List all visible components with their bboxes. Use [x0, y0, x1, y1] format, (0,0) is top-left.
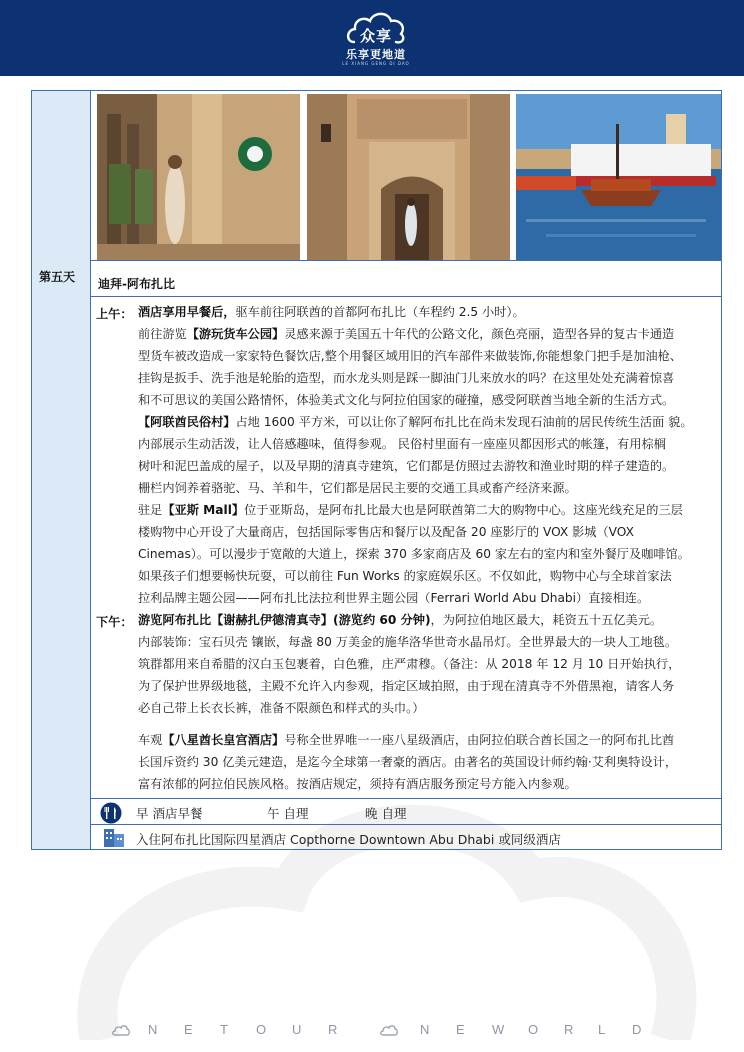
paragraph-line: 型货车被改造成一家家特色餐饮店,整个用餐区域用旧的汽车部件来做装饰,你能想象门把手是加油枪、 — [138, 349, 682, 363]
paragraph-line: 栅栏内饲养着骆驼、马、羊和牛，它们都是居民主要的交通工具或畜产经济来源。 — [138, 481, 577, 495]
meal-dinner: 晚 自理 — [365, 806, 407, 821]
logo-pinyin: LE XIANG GENG DI DAO — [342, 61, 410, 66]
row-divider — [91, 798, 722, 799]
brand-logo — [336, 8, 416, 70]
morning-intro — [138, 301, 525, 323]
paragraph-line: 富有浓郁的阿拉伯民族风格。按酒店规定，须持有酒店服务预定号方能入内参观。 — [138, 777, 577, 791]
day-label: 第五天 — [39, 270, 76, 284]
cutlery-icon — [100, 802, 122, 824]
footer-letter: N — [148, 1022, 158, 1037]
footer-letter: N — [420, 1022, 430, 1037]
row-divider — [91, 296, 722, 297]
footer-letter: O — [528, 1022, 539, 1037]
footer-letter: T — [220, 1022, 228, 1037]
paragraph-line: 和不可思议的美国公路情怀，体验美式文化与阿拉伯国家的碰撞，感受阿联酋当地全新的生活方式。 — [138, 393, 675, 407]
day-route-title: 迪拜-阿布扎比 — [98, 277, 175, 291]
heritage-line — [138, 411, 693, 433]
drive-note: 驱车前往阿联酋的首都阿布扎比（车程约 2.5 小时）。 — [235, 305, 525, 319]
logo-title: 众享 — [359, 27, 392, 45]
breakfast-note: 酒店享用早餐后， — [138, 305, 236, 319]
truck-park-desc: 灵感来源于美国五十年代的公路文化，颜色亮丽，造型各异的复古卡通造 — [284, 327, 675, 341]
yas-mall-name: 【亚斯 Mall】 — [162, 503, 245, 517]
footer-letter: E — [456, 1022, 465, 1037]
mosque-line — [138, 609, 662, 631]
paragraph-line: 如果孩子们想要畅快玩耍，可以前往 Fun Works 的家庭娱乐区。不仅如此，购物中心与全球首家法 — [138, 569, 672, 583]
header-bar — [0, 0, 744, 76]
row-divider — [91, 260, 722, 261]
meal-lunch: 午 自理 — [267, 806, 309, 821]
morning-label: 上午： — [96, 307, 133, 321]
truck-park-name: 【游玩货车公园】 — [186, 327, 285, 341]
logo-slogan: 乐享更地道 — [346, 48, 406, 61]
paragraph-line: 拉利品牌主题公园——阿布扎比法拉利世界主题公园（Ferrari World Abu Dhabi）直接相连。 — [138, 591, 650, 605]
yas-mall-desc: 位于亚斯岛，是阿布扎比最大也是阿联酋第二大的购物中心。这座光线充足的三层 — [244, 503, 683, 517]
truck-park-line — [138, 323, 674, 345]
afternoon-label: 下午： — [96, 615, 133, 629]
footer-letter: O — [256, 1022, 267, 1037]
mosque-desc: ，为阿拉伯地区最大，耗资五十五亿美元。 — [430, 613, 663, 627]
paragraph-line: 内部装饰：宝石贝壳 镶嵌，每盏 80 万美金的施华洛华世奇水晶吊灯。全世界最大的一块人工地毯。 — [138, 635, 678, 649]
day-column — [32, 91, 91, 849]
row-divider — [91, 824, 722, 825]
hotel-building-icon — [102, 827, 126, 847]
paragraph-line: 筑群都用来自希腊的汉白玉包裹着，白色雅，庄严肃穆。（备注：从 2018 年 12 月 10 日开始执行， — [138, 657, 681, 671]
heritage-desc: 占地 1600 平方米，可以让你了解阿布扎比在尚未发现石油前的居民传统生活面 貌。 — [235, 415, 693, 429]
footer-letter: U — [292, 1022, 302, 1037]
meal-breakfast: 早 酒店早餐 — [136, 806, 203, 821]
photo-heritage-door — [307, 94, 510, 260]
footer-letter: D — [632, 1022, 642, 1037]
paragraph-line: 必自己带上长衣长裤，准备不限颜色和样式的头巾。） — [138, 701, 425, 715]
cloud-footer-icon — [112, 1024, 130, 1036]
footer-letter: E — [184, 1022, 193, 1037]
paragraph-line: 长国斥资约 30 亿美元建造，是迄今全球第一奢豪的酒店。由著名的英国设计师约翰·艾利奥特设计， — [138, 755, 678, 769]
palace-line — [138, 729, 674, 751]
footer-letter: R — [328, 1022, 338, 1037]
photo-starbucks-lady — [97, 94, 300, 260]
footer-letter: L — [598, 1022, 606, 1037]
itinerary-table — [31, 90, 722, 850]
footer-letter: R — [564, 1022, 574, 1037]
yas-mall-line — [138, 499, 683, 521]
cloud-footer-icon — [380, 1024, 398, 1036]
paragraph-line: 树叶和泥巴盖成的屋子，以及早期的清真寺建筑，它们都是仿照过去游牧和渔业时期的样子建造的。 — [138, 459, 675, 473]
paragraph-line: Cinemas）。可以漫步于宽敞的大道上，探索 370 多家商店及 60 家左右的室内和室外餐厅及咖啡馆。 — [138, 547, 690, 561]
paragraph-line: 挂钩是扳手、洗手池是轮胎的造型，而水龙头则是踩一脚油门儿来放水的吗？在这里处处充满着惊喜 — [138, 371, 675, 385]
photo-dubai-creek-boats — [516, 94, 721, 260]
palace-pre: 车观 — [138, 733, 163, 747]
palace-name: 【八星酋长皇宫酒店】 — [162, 733, 285, 747]
palace-desc: 号称全世界唯一一座八星级酒店，由阿拉伯联合酋长国之一的阿布扎比酋 — [284, 733, 675, 747]
paragraph-line: 楼购物中心开设了大量商店，包括国际零售店和餐厅以及配备 20 座影厅的 VOX 影城（VOX — [138, 525, 634, 539]
mosque-name: 游览阿布扎比【谢赫扎伊德清真寺】(游览约 60 分钟) — [138, 613, 431, 627]
paragraph-line: 为了保护世界级地毯，主殿不允许入内参观，指定区域拍照，由于现在清真寺不外借黑袍，请客人务 — [138, 679, 675, 693]
heritage-name: 【阿联酋民俗村】 — [138, 415, 236, 429]
truck-park-pre: 前往游览 — [138, 327, 187, 341]
paragraph-line: 内部展示生动活泼，让人倍感趣味，值得参观。 民俗村里面有一座座贝都因形式的帐篷，有用棕榈 — [138, 437, 666, 451]
footer-letter: W — [492, 1022, 505, 1037]
footer-brand — [112, 1020, 652, 1040]
yas-pre: 驻足 — [138, 503, 163, 517]
hotel-info: 入住阿布扎比国际四星酒店 Copthorne Downtown Abu Dhabi 或同级酒店 — [136, 832, 561, 847]
